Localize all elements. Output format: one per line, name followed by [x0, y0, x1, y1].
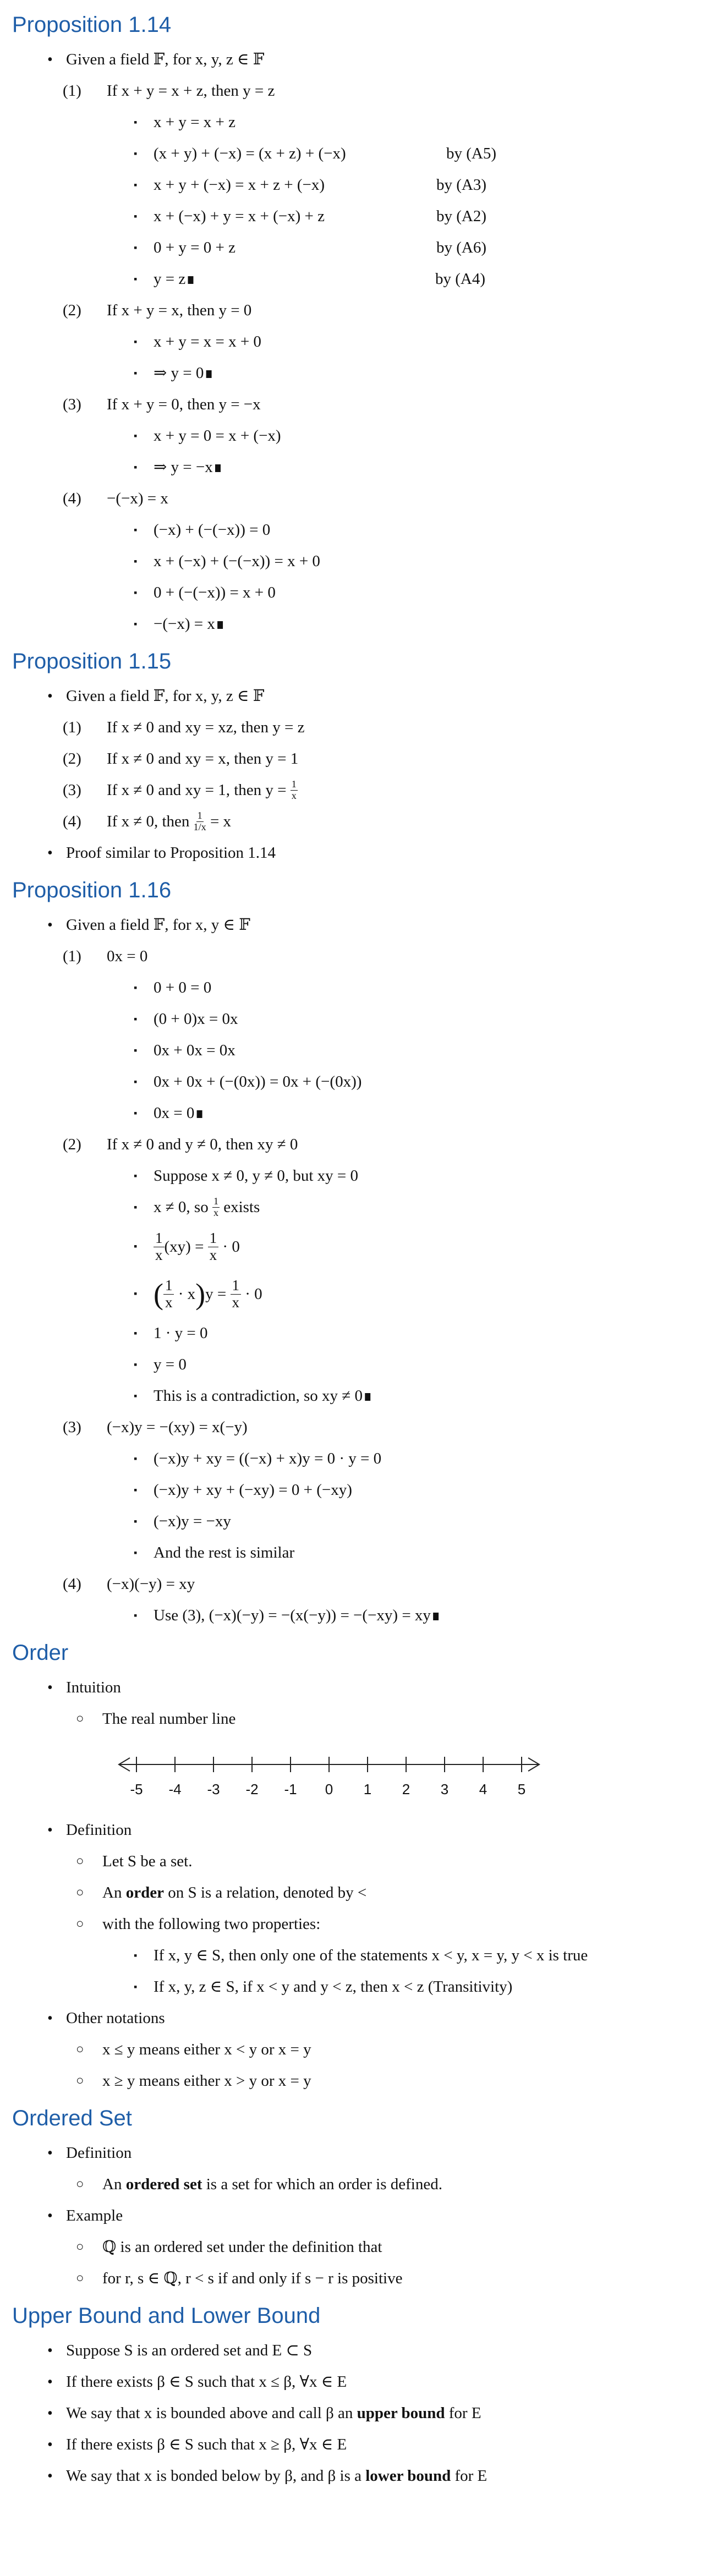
heading-proposition-1-14: Proposition 1.14	[12, 13, 172, 37]
square-bullet-icon: ▪	[134, 524, 138, 535]
list-item: ▪ x + y = x + z	[134, 113, 236, 131]
list-item: • Definition	[47, 2144, 132, 2162]
fraction: 1 x	[163, 1278, 174, 1311]
bullet-icon: •	[47, 687, 53, 705]
square-bullet-icon: ▪	[134, 618, 138, 629]
square-bullet-icon: ▪	[134, 147, 138, 159]
square-bullet-icon: ▪	[134, 1981, 138, 1992]
list-item: ▪ Suppose x ≠ 0, y ≠ 0, but xy = 0	[134, 1167, 359, 1185]
number-line	[114, 1742, 544, 1803]
square-bullet-icon: ▪	[134, 336, 138, 347]
list-item: ▪ x + (−x) + y = x + (−x) + z by (A2)	[134, 207, 487, 226]
list-item: (3) If x + y = 0, then y = −x	[63, 396, 261, 414]
list-item: ▪ −(−x) = x∎	[134, 615, 226, 633]
list-item: ○ with the following two properties:	[76, 1915, 321, 1933]
list-item: (1) 0x = 0	[63, 947, 148, 966]
square-bullet-icon: ▪	[134, 1288, 138, 1300]
list-item: ▪ (0 + 0)x = 0x	[134, 1010, 238, 1028]
list-item: • Other notations	[47, 2009, 165, 2027]
number-line-figure	[10, 1742, 691, 1806]
list-item: • Intuition	[47, 1679, 121, 1697]
fraction: 1 x	[154, 1230, 165, 1263]
square-bullet-icon: ▪	[134, 1358, 138, 1370]
bullet-icon: •	[47, 2373, 53, 2391]
bullet-icon: •	[47, 2144, 53, 2162]
list-item: ▪ 1 · y = 0	[134, 1324, 208, 1342]
square-bullet-icon: ▪	[134, 1547, 138, 1558]
list-item: ○ The real number line	[76, 1710, 236, 1728]
list-item: (4) If x ≠ 0, then $\frac{1}{1/x}$ = x	[63, 810, 232, 832]
list-item: (1) If x ≠ 0 and xy = xz, then y = z	[63, 719, 305, 737]
square-bullet-icon: ▪	[134, 430, 138, 441]
list-item: ▪ 1 x (xy) = $\frac{1}{x}$ · 0	[134, 1229, 240, 1263]
tick-group	[130, 1757, 525, 1797]
list-item: ▪ (−x)y + xy + (−xy) = 0 + (−xy)	[134, 1481, 352, 1499]
list-item: ○ Let S be a set.	[76, 1852, 193, 1871]
list-item: ▪ 0 + 0 = 0	[134, 979, 212, 997]
list-item: ▪ ⇒ y = −x∎	[134, 458, 223, 476]
list-item: ▪ If x, y, z ∈ S, if x < y and y < z, then x < z (Transitivity)	[134, 1978, 513, 1996]
heading-upper-lower-bound: Upper Bound and Lower Bound	[12, 2304, 321, 2328]
fraction: 1 x	[213, 1196, 218, 1218]
bullet-icon: •	[47, 2207, 53, 2224]
tick-label: 0	[325, 1781, 333, 1797]
list-item: • Given a field 𝔽, for x, y, z ∈ 𝔽	[47, 687, 265, 705]
square-bullet-icon: ▪	[134, 1107, 138, 1119]
list-item: • Suppose S is an ordered set and E ⊂ S	[47, 2342, 313, 2360]
square-bullet-icon: ▪	[134, 555, 138, 567]
list-item: ▪ 0x = 0∎	[134, 1104, 205, 1122]
list-item: (2) If x + y = x, then y = 0	[63, 302, 252, 320]
list-item: • We say that x is bounded above and call β an upper bound for E	[47, 2404, 481, 2422]
list-item: • If there exists β ∈ S such that x ≥ β, ∀x ∈ E	[47, 2436, 347, 2454]
tick-label: 4	[479, 1781, 488, 1797]
list-item: ○ x ≤ y means either x < y or x = y	[76, 2041, 311, 2059]
heading-order: Order	[12, 1641, 69, 1665]
fraction: $\frac{1}{x}$	[208, 1230, 219, 1263]
square-bullet-icon: ▪	[134, 179, 138, 190]
square-bullet-icon: ▪	[134, 1515, 138, 1527]
list-item: ▪ 0x + 0x = 0x	[134, 1042, 236, 1060]
square-bullet-icon: ▪	[134, 1484, 138, 1495]
circle-bullet-icon: ○	[76, 1854, 84, 1869]
square-bullet-icon: ▪	[134, 1201, 138, 1213]
list-item: ▪ 0 + (−(−x)) = x + 0	[134, 584, 276, 602]
tick-label: 1	[363, 1781, 372, 1797]
list-item: (4) (−x)(−y) = xy	[63, 1575, 195, 1593]
list-item: ▪ y = z∎ by (A4)	[134, 270, 486, 288]
circle-bullet-icon: ○	[76, 2271, 84, 2286]
square-bullet-icon: ▪	[134, 273, 138, 284]
list-item: ▪ x + y + (−x) = x + z + (−x) by (A3)	[134, 176, 487, 194]
list-item: (4) −(−x) = x	[63, 490, 168, 508]
list-item: ○ An ordered set is a set for which an order is defined.	[76, 2175, 442, 2194]
square-bullet-icon: ▪	[134, 242, 138, 253]
list-item: ▪ ⇒ y = 0∎	[134, 364, 214, 382]
bullet-icon: •	[47, 2404, 53, 2422]
bullet-icon: •	[47, 2436, 53, 2453]
tick-label: 3	[440, 1781, 449, 1797]
list-item: ○ for r, s ∈ ℚ, r < s if and only if s − r is positive	[76, 2270, 403, 2288]
list-item: • We say that x is bonded below by β, and β is a lower bound for E	[47, 2467, 488, 2485]
list-item: (2) If x ≠ 0 and xy = x, then y = 1	[63, 750, 299, 768]
square-bullet-icon: ▪	[134, 461, 138, 473]
list-item: ▪ y = 0	[134, 1356, 187, 1374]
square-bullet-icon: ▪	[134, 1241, 138, 1252]
list-item: ▪ This is a contradiction, so xy ≠ 0∎	[134, 1387, 373, 1405]
tick-label: -1	[284, 1781, 297, 1797]
tick-label: -4	[168, 1781, 182, 1797]
bullet-icon: •	[47, 2009, 53, 2027]
tick-label: 5	[517, 1781, 526, 1797]
tick-label: 2	[402, 1781, 410, 1797]
list-item: ▪ 0x + 0x + (−(0x)) = 0x + (−(0x))	[134, 1073, 362, 1091]
circle-bullet-icon: ○	[76, 2240, 84, 2255]
list-item: ▪ x + y = x = x + 0	[134, 333, 261, 351]
list-item: • If there exists β ∈ S such that x ≤ β, ∀x ∈ E	[47, 2373, 347, 2391]
bullet-icon: •	[47, 1821, 53, 1839]
square-bullet-icon: ▪	[134, 367, 138, 379]
list-item: ○ An order on S is a relation, denoted by <	[76, 1884, 367, 1902]
square-bullet-icon: ▪	[134, 982, 138, 993]
fraction: $\frac{1}{1/x}$	[193, 810, 206, 832]
list-item: • Example	[47, 2207, 123, 2225]
heading-ordered-set: Ordered Set	[12, 2106, 132, 2130]
fraction: $\frac{1}{x}$	[231, 1278, 242, 1311]
square-bullet-icon: ▪	[134, 1013, 138, 1024]
list-item: • Proof similar to Proposition 1.14	[47, 844, 276, 862]
list-item: ▪ If x, y ∈ S, then only one of the statements x < y, x = y, y < x is true	[134, 1947, 588, 1965]
bullet-icon: •	[47, 844, 53, 862]
square-bullet-icon: ▪	[134, 1390, 138, 1401]
list-item: ▪ (−x)y = −xy	[134, 1512, 231, 1531]
bullet-icon: •	[47, 2342, 53, 2359]
circle-bullet-icon: ○	[76, 2074, 84, 2089]
square-bullet-icon: ▪	[134, 587, 138, 598]
square-bullet-icon: ▪	[134, 210, 138, 222]
list-item: ○ ℚ is an ordered set under the definition that	[76, 2238, 382, 2256]
circle-bullet-icon: ○	[76, 1917, 84, 1932]
list-item: ▪ (−x) + (−(−x)) = 0	[134, 521, 271, 539]
square-bullet-icon: ▪	[134, 116, 138, 128]
tick-label: -5	[130, 1781, 143, 1797]
right-paren: )	[195, 1278, 206, 1311]
heading-proposition-1-15: Proposition 1.15	[12, 649, 172, 673]
list-item: • Definition	[47, 1821, 132, 1839]
circle-bullet-icon: ○	[76, 2177, 84, 2192]
circle-bullet-icon: ○	[76, 1886, 84, 1900]
square-bullet-icon: ▪	[134, 1044, 138, 1056]
list-item: • Given a field 𝔽, for x, y, z ∈ 𝔽	[47, 51, 265, 69]
square-bullet-icon: ▪	[134, 1076, 138, 1087]
list-item: ▪ ( 1 x · x ) y = $\frac{1}{x}$ · 0	[134, 1276, 262, 1311]
tick-label: -2	[245, 1781, 259, 1797]
list-item: • Given a field 𝔽, for x, y ∈ 𝔽	[47, 916, 250, 934]
square-bullet-icon: ▪	[134, 1609, 138, 1621]
bullet-icon: •	[47, 1679, 53, 1696]
list-item: ▪ Use (3), (−x)(−y) = −(x(−y)) = −(−xy) = xy∎	[134, 1607, 441, 1625]
square-bullet-icon: ▪	[134, 1170, 138, 1181]
list-item: (2) If x ≠ 0 and y ≠ 0, then xy ≠ 0	[63, 1136, 298, 1154]
list-item: ▪ (x + y) + (−x) = (x + z) + (−x) by (A5)	[134, 145, 497, 163]
bullet-icon: •	[47, 2467, 53, 2485]
circle-bullet-icon: ○	[76, 1712, 84, 1727]
list-item: ▪ x + y = 0 = x + (−x)	[134, 427, 281, 445]
list-item: ▪ 0 + y = 0 + z by (A6)	[134, 239, 487, 257]
square-bullet-icon: ▪	[134, 1949, 138, 1961]
list-item: (3) If x ≠ 0 and xy = 1, then y = $\frac{1}{x}$	[63, 779, 297, 801]
list-item: ▪ x + (−x) + (−(−x)) = x + 0	[134, 552, 320, 571]
list-item: ○ x ≥ y means either x > y or x = y	[76, 2072, 311, 2090]
square-bullet-icon: ▪	[134, 1327, 138, 1339]
list-item: ▪ (−x)y + xy = ((−x) + x)y = 0 · y = 0	[134, 1450, 382, 1468]
list-item: (1) If x + y = x + z, then y = z	[63, 82, 275, 100]
bullet-icon: •	[47, 916, 53, 934]
list-item: ▪ And the rest is similar	[134, 1544, 295, 1562]
list-item: (3) (−x)y = −(xy) = x(−y)	[63, 1418, 248, 1437]
heading-proposition-1-16: Proposition 1.16	[12, 878, 172, 902]
circle-bullet-icon: ○	[76, 2042, 84, 2057]
bullet-icon: •	[47, 51, 53, 68]
left-paren: (	[154, 1278, 163, 1311]
list-item: ▪ x ≠ 0, so 1 x exists	[134, 1196, 260, 1218]
tick-label: -3	[207, 1781, 220, 1797]
fraction: $\frac{1}{x}$	[291, 779, 297, 801]
square-bullet-icon: ▪	[134, 1453, 138, 1464]
